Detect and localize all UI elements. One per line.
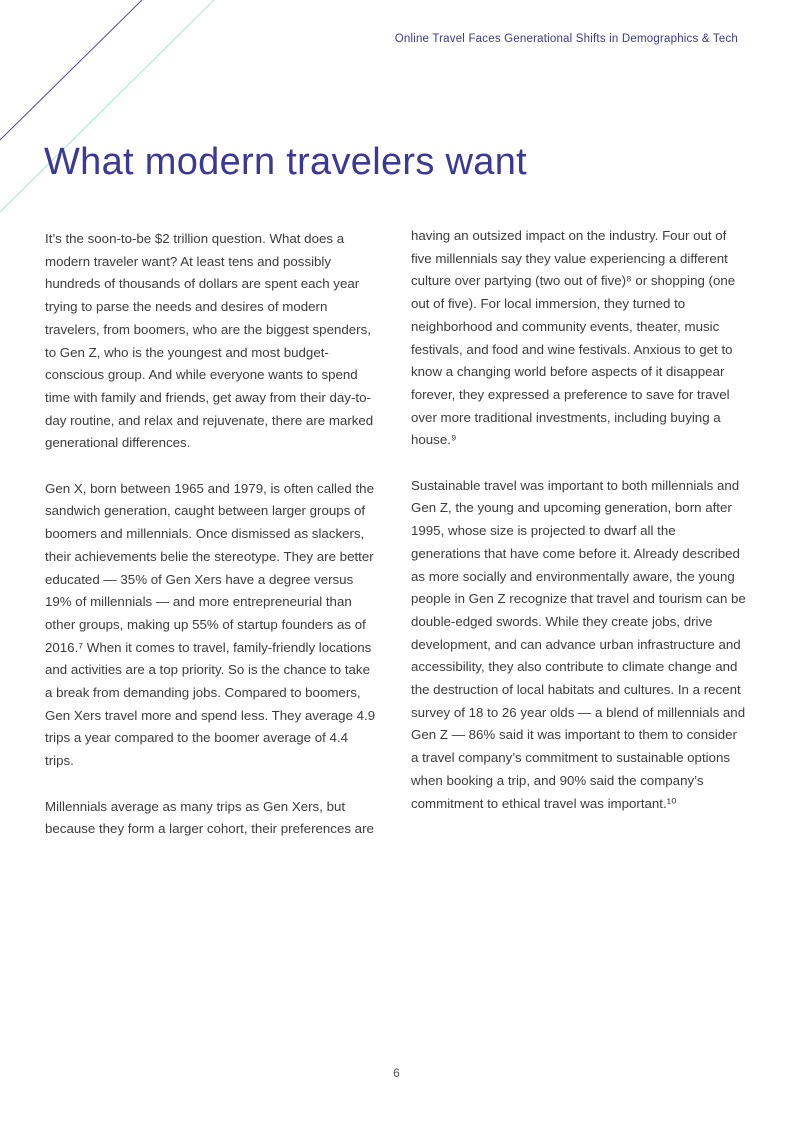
right-column [411, 225, 746, 838]
decorative-line-blue [0, 0, 142, 140]
paragraph: Gen X, born between 1965 and 1979, is often called the sandwich generation, caught between larger groups of boomers and millennials. Once dismissed as slackers, their achievements belie the stereotype. They are better educated — 35% of Gen Xers have a degree versus 19% of millennials — and more entrepreneurial than other groups, making up 55% of startup founders as of 2016.⁷ When it comes to travel, family-friendly locations and activities are a top priority. So is the chance to take a break from demanding jobs. Compared to boomers, Gen Xers travel more and spend less. They average 4.9 trips a year compared to the boomer average of 4.4 trips. [45, 480, 376, 769]
paragraph: Millennials average as many trips as Gen Xers, but because they form a larger cohort, their preferences are [45, 798, 374, 837]
paragraph: having an outsized impact on the industry. Four out of five millennials say they value experiencing a different culture over partying (two out of five)⁸ or shopping (one out of five). For local immersion, they turned to neighborhood and community events, theater, music festivals, and food and wine festivals. Anxious to get to know a changing world before aspects of it disappear forever, they expressed a preference to save for travel over more traditional investments, including buying a house.⁹ [411, 228, 736, 448]
corner-decoration-lines [0, 0, 230, 220]
paragraph: Sustainable travel was important to both millennials and Gen Z, the young and upcoming generation, born after 1995, whose size is projected to dwarf all the generations that have come before it. Already described as more socially and environmentally aware, the young people in Gen Z recognize that travel and tourism can be double-edged swords. While they create jobs, drive development, and can advance urban infrastructure and accessibility, they also contribute to climate change and the destruction of local habitats and cultures. In a recent survey of 18 to 26 year olds — a blend of millennials and Gen Z — 86% said it was important to them to consider a travel company’s commitment to sustainable options when booking a trip, and 90% said the company’s commitment to ethical travel was important.¹⁰ [411, 477, 746, 811]
left-column [45, 228, 380, 864]
page-number: 6 [393, 1066, 400, 1080]
paragraph: It’s the soon-to-be $2 trillion question. What does a modern traveler want? At least tens and possibly hundreds of thousands of dollars are spent each year trying to parse the needs and desires of modern travelers, from boomers, who are the biggest spenders, to Gen Z, who is the youngest and most budget-conscious group. And while everyone wants to spend time with family and friends, get away from their day-to-day routine, and relax and rejuvenate, there are marked generational differences. [45, 231, 374, 451]
page-title: What modern travelers want [44, 141, 527, 183]
running-header: Online Travel Faces Generational Shifts in Demographics & Tech [394, 33, 738, 45]
